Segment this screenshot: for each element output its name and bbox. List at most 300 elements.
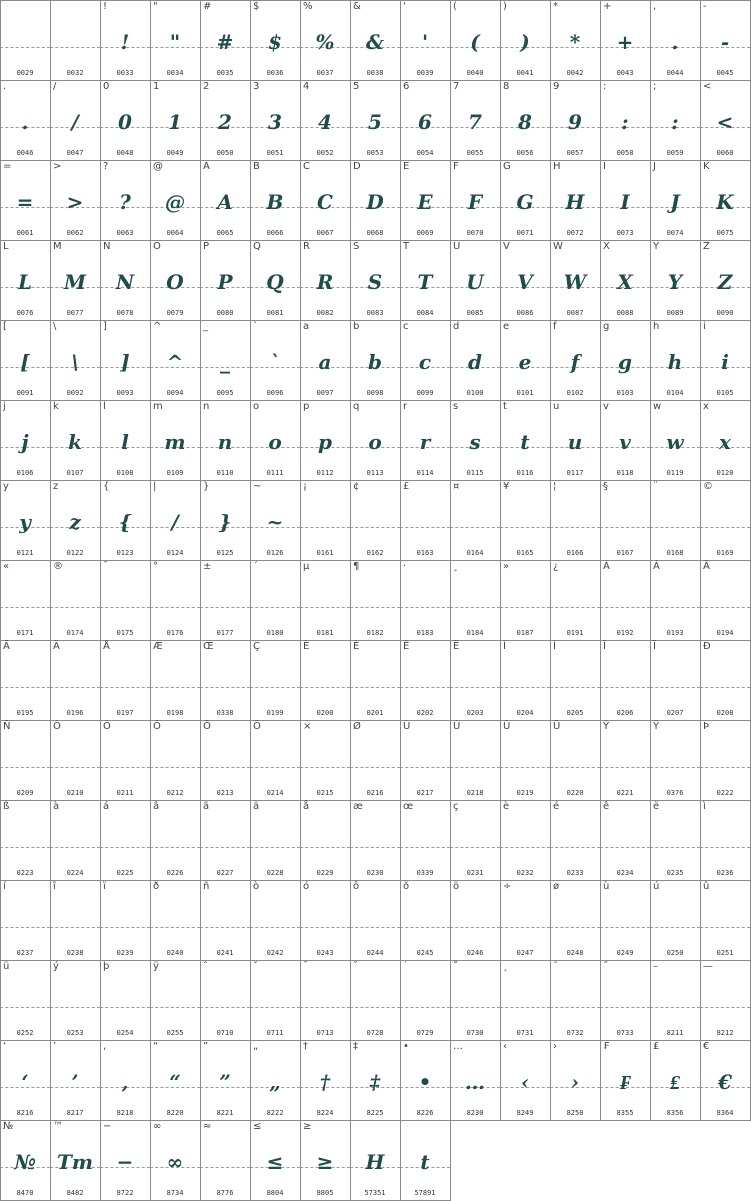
glyph-preview: ? — [119, 190, 131, 214]
character-label: ∞ — [153, 1121, 162, 1132]
character-label: ^ — [153, 321, 162, 332]
codepoint-label: 0243 — [316, 949, 334, 957]
glyph-preview — [650, 744, 700, 780]
codepoint-label: 8224 — [316, 1109, 334, 1117]
codepoint-label: 0120 — [716, 469, 734, 477]
glyph-preview: ] — [120, 350, 130, 374]
glyph-preview — [0, 24, 50, 60]
codepoint-label: 0044 — [666, 69, 684, 77]
glyph-preview: ^ — [166, 350, 184, 374]
codepoint-label: 0195 — [16, 709, 34, 717]
glyph-cell — [250, 240, 301, 321]
character-label: â — [153, 801, 160, 812]
glyph-preview — [350, 904, 400, 940]
glyph-preview — [650, 904, 700, 940]
glyph-preview: 6 — [418, 110, 432, 134]
glyph-preview: „ — [269, 1070, 281, 1094]
character-label: – — [653, 961, 658, 972]
character-label: Ä — [53, 641, 60, 652]
glyph-preview — [250, 824, 300, 860]
character-label: è — [503, 801, 510, 812]
character-label: | — [153, 481, 157, 492]
character-label: ” — [203, 1041, 209, 1052]
glyph-cell — [700, 640, 751, 721]
character-label: • — [403, 1041, 409, 1052]
glyph-cell — [500, 640, 551, 721]
codepoint-label: 0125 — [216, 549, 234, 557]
character-label: r — [403, 401, 408, 412]
character-label: v — [603, 401, 609, 412]
glyph-preview — [150, 744, 200, 780]
codepoint-label: 0229 — [316, 869, 334, 877]
glyph-preview — [100, 744, 150, 780]
codepoint-label: 0245 — [416, 949, 434, 957]
glyph-preview: 1 — [168, 110, 182, 134]
codepoint-label: 0168 — [666, 549, 684, 557]
glyph-cell — [650, 640, 701, 721]
codepoint-label: 0097 — [316, 389, 334, 397]
glyph-preview: 4 — [318, 110, 332, 134]
codepoint-label: 0111 — [266, 469, 284, 477]
glyph-preview: ₣ — [620, 1070, 630, 1094]
character-label: 3 — [253, 81, 260, 92]
glyph-preview — [350, 584, 400, 620]
codepoint-label: 0205 — [566, 709, 584, 717]
glyph-preview — [50, 24, 100, 60]
codepoint-label: 0033 — [116, 69, 134, 77]
codepoint-label: 0080 — [216, 309, 234, 317]
glyph-preview: X — [617, 270, 633, 294]
glyph-preview — [700, 744, 750, 780]
glyph-cell — [350, 880, 401, 961]
character-label: é — [553, 801, 560, 812]
character-label: „ — [253, 1041, 259, 1052]
character-label: ¯ — [103, 561, 108, 572]
character-label: = — [3, 161, 12, 172]
glyph-preview: 7 — [468, 110, 482, 134]
codepoint-label: 0064 — [166, 229, 184, 237]
glyph-preview: R — [316, 270, 334, 294]
character-label: € — [703, 1041, 710, 1052]
codepoint-label: 0246 — [466, 949, 484, 957]
glyph-cell — [550, 320, 601, 401]
glyph-preview — [100, 904, 150, 940]
character-label: ~ — [253, 481, 262, 492]
character-label: k — [53, 401, 59, 412]
glyph-cell — [250, 160, 301, 241]
codepoint-label: 0210 — [66, 789, 84, 797]
glyph-preview: z — [69, 510, 81, 534]
glyph-preview — [250, 904, 300, 940]
glyph-preview: № — [14, 1150, 36, 1174]
character-label: - — [703, 1, 707, 12]
glyph-preview: p — [318, 430, 332, 454]
glyph-preview — [300, 984, 350, 1020]
glyph-cell — [50, 400, 101, 481]
codepoint-label: 0088 — [616, 309, 634, 317]
codepoint-label: 0163 — [416, 549, 434, 557]
glyph-cell — [50, 80, 101, 161]
codepoint-label: 0051 — [266, 149, 284, 157]
character-label: n — [203, 401, 210, 412]
glyph-preview: a — [318, 350, 332, 374]
codepoint-label: 0713 — [316, 1029, 334, 1037]
codepoint-label: 0255 — [166, 1029, 184, 1037]
glyph-cell — [700, 320, 751, 401]
glyph-cell — [600, 320, 651, 401]
glyph-cell — [550, 560, 601, 641]
character-label: Ý — [603, 721, 610, 732]
glyph-cell — [700, 880, 751, 961]
glyph-cell — [350, 640, 401, 721]
glyph-preview: J — [670, 190, 680, 214]
glyph-cell — [200, 720, 251, 801]
character-label: û — [703, 881, 710, 892]
glyph-preview: • — [418, 1070, 432, 1094]
codepoint-label: 0191 — [566, 629, 584, 637]
codepoint-label: 0093 — [116, 389, 134, 397]
glyph-cell — [100, 320, 151, 401]
glyph-preview — [450, 904, 500, 940]
glyph-cell — [200, 400, 251, 481]
codepoint-label: 0201 — [366, 709, 384, 717]
glyph-preview: o — [268, 430, 282, 454]
glyph-cell — [650, 960, 701, 1041]
glyph-cell — [250, 720, 301, 801]
glyph-preview — [350, 504, 400, 540]
glyph-cell — [500, 400, 551, 481]
glyph-preview: › — [571, 1070, 579, 1094]
codepoint-label: 0196 — [66, 709, 84, 717]
glyph-cell — [400, 480, 451, 561]
codepoint-label: 0244 — [366, 949, 384, 957]
glyph-preview: ₤ — [670, 1070, 680, 1094]
character-label: » — [503, 561, 510, 572]
glyph-cell — [50, 1120, 101, 1201]
codepoint-label: 0109 — [166, 469, 184, 477]
glyph-cell — [350, 800, 401, 881]
glyph-cell — [350, 320, 401, 401]
character-label: % — [303, 1, 313, 12]
glyph-cell — [400, 640, 451, 721]
character-label: Ê — [403, 641, 410, 652]
character-label: î — [53, 881, 56, 892]
glyph-preview: Y — [667, 270, 683, 294]
codepoint-label: 0103 — [616, 389, 634, 397]
character-label: ( — [453, 1, 457, 12]
codepoint-label: 0077 — [66, 309, 84, 317]
glyph-cell — [50, 720, 101, 801]
glyph-cell — [450, 560, 501, 641]
codepoint-label: 8776 — [216, 1189, 234, 1197]
glyph-cell — [200, 560, 251, 641]
character-label: õ — [403, 881, 410, 892]
glyph-cell — [500, 880, 551, 961]
codepoint-label: 8222 — [266, 1109, 284, 1117]
glyph-preview: M — [63, 270, 87, 294]
character-label: ) — [503, 1, 507, 12]
glyph-preview: c — [418, 350, 432, 374]
glyph-cell — [100, 1040, 151, 1121]
character-label: T — [403, 241, 410, 252]
codepoint-label: 0073 — [616, 229, 634, 237]
character-label: h — [653, 321, 660, 332]
glyph-preview — [500, 584, 550, 620]
character-label: ë — [653, 801, 660, 812]
codepoint-label: 0232 — [516, 869, 534, 877]
character-label: Ñ — [3, 721, 11, 732]
character-label: & — [353, 1, 361, 12]
glyph-cell — [300, 320, 351, 401]
glyph-preview: g — [618, 350, 632, 374]
glyph-preview: W — [563, 270, 587, 294]
glyph-preview — [50, 904, 100, 940]
character-label: C — [303, 161, 310, 172]
codepoint-label: 8364 — [716, 1109, 734, 1117]
codepoint-label: 8250 — [566, 1109, 584, 1117]
codepoint-label: 0339 — [416, 869, 434, 877]
character-label: { — [103, 481, 110, 492]
codepoint-label: 0036 — [266, 69, 284, 77]
codepoint-label: 0231 — [466, 869, 484, 877]
codepoint-label: 8482 — [66, 1189, 84, 1197]
codepoint-label: 0183 — [416, 629, 434, 637]
codepoint-label: 0096 — [266, 389, 284, 397]
codepoint-label: 0099 — [416, 389, 434, 397]
character-label: µ — [303, 561, 310, 572]
glyph-preview: V — [517, 270, 533, 294]
glyph-cell — [700, 800, 751, 881]
glyph-cell — [600, 1040, 651, 1121]
codepoint-label: 0119 — [666, 469, 684, 477]
glyph-cell — [350, 560, 401, 641]
glyph-preview — [600, 584, 650, 620]
codepoint-label: 8211 — [666, 1029, 684, 1037]
glyph-preview: … — [465, 1070, 485, 1094]
codepoint-label: 0046 — [16, 149, 34, 157]
character-label: a — [303, 321, 310, 332]
glyph-cell — [400, 1040, 451, 1121]
glyph-preview: D — [366, 190, 384, 214]
codepoint-label: 0251 — [716, 949, 734, 957]
glyph-preview: _ — [220, 350, 230, 374]
glyph-cell — [0, 1120, 51, 1201]
glyph-cell — [600, 240, 651, 321]
glyph-cell — [100, 160, 151, 241]
glyph-cell — [100, 880, 151, 961]
glyph-preview: > — [66, 190, 84, 214]
glyph-preview: < — [716, 110, 734, 134]
character-label: R — [303, 241, 310, 252]
glyph-cell — [700, 960, 751, 1041]
glyph-preview: } — [218, 510, 232, 534]
character-label: ` — [253, 321, 258, 332]
glyph-preview: 5 — [368, 110, 382, 134]
glyph-cell — [600, 960, 651, 1041]
character-label: G — [503, 161, 511, 172]
codepoint-label: 0221 — [616, 789, 634, 797]
character-label: ¸ — [453, 561, 458, 572]
glyph-preview: [ — [20, 350, 30, 374]
glyph-preview: " — [169, 30, 181, 54]
glyph-cell — [100, 80, 151, 161]
codepoint-label: 0731 — [516, 1029, 534, 1037]
character-label: £ — [403, 481, 410, 492]
character-label: ç — [453, 801, 459, 812]
glyph-preview: # — [216, 30, 234, 54]
glyph-cell — [200, 880, 251, 961]
character-label: “ — [153, 1041, 159, 1052]
glyph-preview — [200, 744, 250, 780]
character-label: ¦ — [553, 481, 557, 492]
character-label: È — [303, 641, 310, 652]
glyph-preview: 9 — [568, 110, 582, 134]
glyph-preview: L — [17, 270, 33, 294]
glyph-cell — [50, 880, 101, 961]
glyph-preview — [500, 504, 550, 540]
glyph-cell — [550, 80, 601, 161]
glyph-cell — [200, 320, 251, 401]
codepoint-label: 0253 — [66, 1029, 84, 1037]
glyph-preview: / — [171, 510, 179, 534]
character-label: 7 — [453, 81, 460, 92]
glyph-cell — [50, 560, 101, 641]
codepoint-label: 0076 — [16, 309, 34, 317]
glyph-preview — [500, 904, 550, 940]
glyph-preview — [100, 984, 150, 1020]
codepoint-label: 0198 — [166, 709, 184, 717]
character-label: ¥ — [503, 481, 510, 492]
glyph-cell — [50, 0, 101, 81]
character-label: Ú — [453, 721, 461, 732]
character-label: ¢ — [353, 481, 360, 492]
glyph-preview — [600, 824, 650, 860]
character-label: Õ — [203, 721, 211, 732]
character-label: " — [153, 1, 158, 12]
glyph-cell — [200, 960, 251, 1041]
glyph-cell — [500, 800, 551, 881]
codepoint-label: 0730 — [466, 1029, 484, 1037]
codepoint-label: 8356 — [666, 1109, 684, 1117]
character-label: À — [603, 561, 610, 572]
glyph-preview: : — [621, 110, 629, 134]
glyph-cell — [650, 240, 701, 321]
codepoint-label: 0211 — [116, 789, 134, 797]
character-label: ý — [53, 961, 59, 972]
glyph-cell — [300, 480, 351, 561]
codepoint-label: 0197 — [116, 709, 134, 717]
glyph-preview — [0, 664, 50, 700]
codepoint-label: 0060 — [716, 149, 734, 157]
glyph-preview — [450, 984, 500, 1020]
glyph-cell — [250, 640, 301, 721]
codepoint-label: 0086 — [516, 309, 534, 317]
codepoint-label: 0092 — [66, 389, 84, 397]
character-label: ÿ — [153, 961, 159, 972]
character-label: b — [353, 321, 360, 332]
glyph-cell — [500, 240, 551, 321]
glyph-preview: ≥ — [316, 1150, 334, 1174]
codepoint-label: 0338 — [216, 709, 234, 717]
glyph-cell — [200, 1120, 251, 1201]
character-label: L — [3, 241, 9, 252]
glyph-preview — [150, 824, 200, 860]
codepoint-label: 0054 — [416, 149, 434, 157]
codepoint-label: 0122 — [66, 549, 84, 557]
character-label: 4 — [303, 81, 310, 92]
character-label: ö — [453, 881, 460, 892]
codepoint-label: 0067 — [316, 229, 334, 237]
codepoint-label: 0083 — [366, 309, 384, 317]
glyph-preview: − — [116, 1150, 134, 1174]
glyph-preview: ‡ — [369, 1070, 381, 1094]
codepoint-label: 0089 — [666, 309, 684, 317]
glyph-cell — [650, 320, 701, 401]
glyph-preview — [50, 984, 100, 1020]
character-label: B — [253, 161, 260, 172]
glyph-cell — [200, 0, 251, 81]
glyph-preview: “ — [169, 1070, 181, 1094]
codepoint-label: 0069 — [416, 229, 434, 237]
codepoint-label: 0228 — [266, 869, 284, 877]
glyph-preview — [50, 744, 100, 780]
codepoint-label: 0177 — [216, 629, 234, 637]
character-label: ä — [253, 801, 260, 812]
glyph-preview — [300, 504, 350, 540]
codepoint-label: 8230 — [466, 1109, 484, 1117]
codepoint-label: 0040 — [466, 69, 484, 77]
character-label: N — [103, 241, 111, 252]
character-label: Ì — [503, 641, 506, 652]
glyph-preview: F — [467, 190, 483, 214]
glyph-preview — [500, 824, 550, 860]
glyph-preview: $ — [268, 30, 282, 54]
codepoint-label: 0175 — [116, 629, 134, 637]
character-label: ˝ — [603, 961, 608, 972]
character-label: ñ — [203, 881, 210, 892]
glyph-preview — [200, 824, 250, 860]
glyph-preview: T — [417, 270, 433, 294]
character-label: @ — [153, 161, 163, 172]
glyph-cell — [200, 800, 251, 881]
character-label: ‹ — [503, 1041, 507, 1052]
glyph-preview: S — [367, 270, 383, 294]
glyph-cell — [700, 560, 751, 641]
glyph-preview — [0, 584, 50, 620]
glyph-cell — [100, 1120, 151, 1201]
glyph-preview — [300, 744, 350, 780]
glyph-preview: / — [71, 110, 79, 134]
glyph-cell — [650, 880, 701, 961]
glyph-cell — [250, 1120, 301, 1201]
character-label: ã — [203, 801, 210, 812]
glyph-cell — [600, 0, 651, 81]
glyph-cell — [400, 80, 451, 161]
character-label: V — [503, 241, 510, 252]
glyph-cell — [250, 480, 301, 561]
codepoint-label: 0081 — [266, 309, 284, 317]
glyph-preview — [400, 984, 450, 1020]
codepoint-label: 0072 — [566, 229, 584, 237]
glyph-cell — [550, 1040, 601, 1121]
character-label: Ò — [53, 721, 61, 732]
codepoint-label: 0733 — [616, 1029, 634, 1037]
glyph-preview — [350, 824, 400, 860]
character-label: ú — [653, 881, 660, 892]
character-label: < — [703, 81, 712, 92]
glyph-cell — [450, 400, 501, 481]
codepoint-label: 0219 — [516, 789, 534, 797]
